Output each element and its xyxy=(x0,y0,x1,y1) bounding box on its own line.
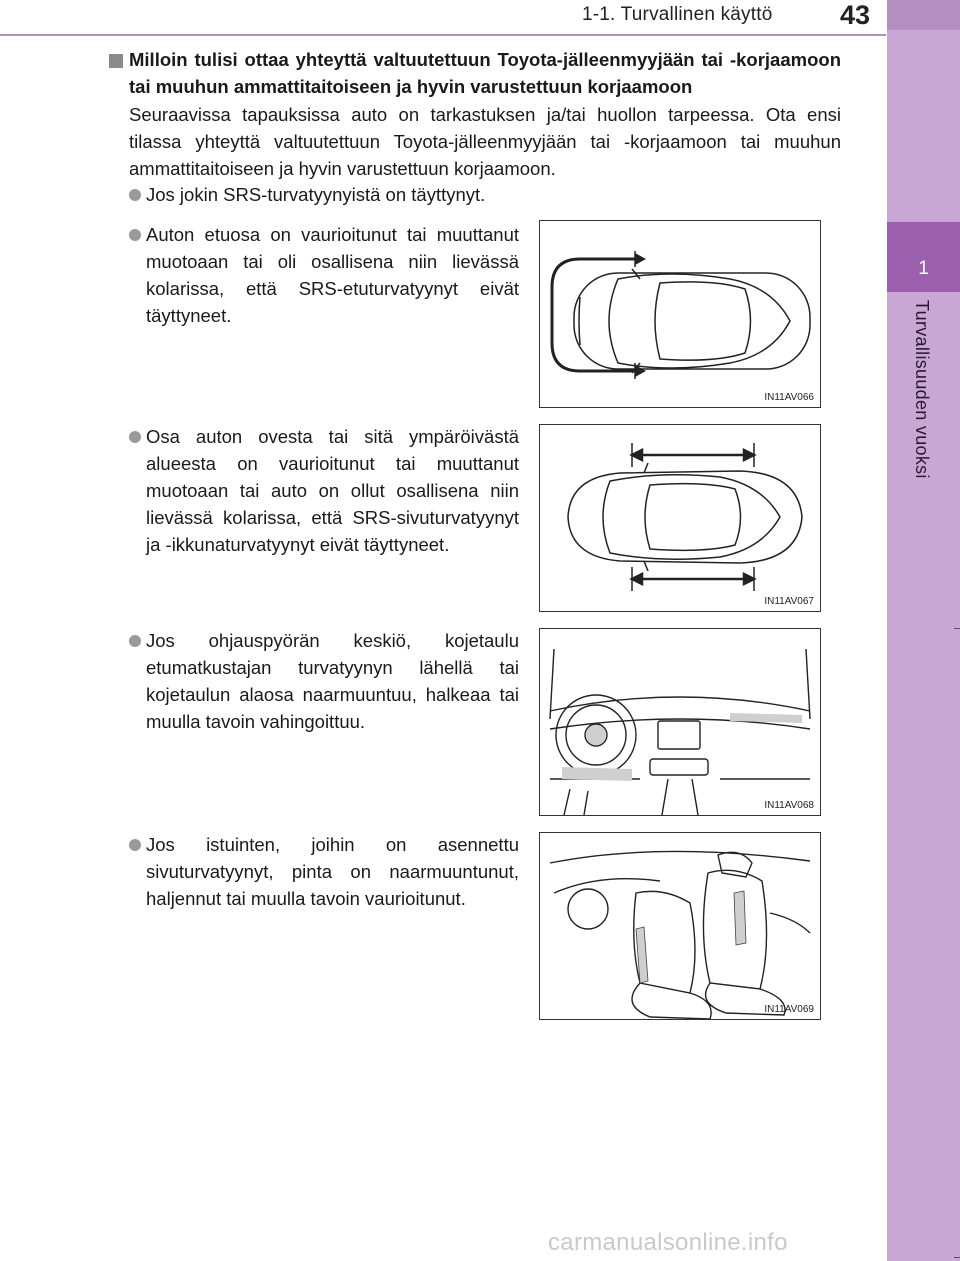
figure-id: IN11AV066 xyxy=(764,392,814,403)
bullet-text: Auton etuosa on vaurioitunut tai muuttanut muotoaan tai oli osallisena niin lievässä kolarissa, että SRS-etuturvatyynyt eivät täyttyneet. xyxy=(146,224,519,326)
page-number: 43 xyxy=(840,0,871,30)
dashboard-illustration xyxy=(540,629,820,815)
section-title: 1-1. Turvallinen käyttö xyxy=(582,4,773,25)
section-heading: Milloin tulisi ottaa yhteyttä valtuutettuun Toyota-jälleenmyyjään tai -korjaamoon tai muuhun ammattitaitoiseen ja hyvin varustettuun korjaamoon xyxy=(129,49,841,97)
car-top-view-front-illustration xyxy=(540,221,820,407)
figure-seats xyxy=(539,832,821,1020)
header-rule xyxy=(0,34,886,36)
bullet-dot-icon xyxy=(129,635,141,647)
bullet-text: Jos istuinten, joihin on asennettu sivuturvatyynyt, pinta on naarmuuntunut, haljennut tai muulla tavoin vaurioitunut. xyxy=(146,834,519,909)
car-top-view-side-illustration xyxy=(540,425,820,611)
bullet-dot-icon xyxy=(129,189,141,201)
chapter-number: 1 xyxy=(918,258,929,279)
heading-square-icon xyxy=(109,54,123,68)
figure-id: IN11AV069 xyxy=(764,1004,814,1015)
intro-paragraph: Seuraavissa tapauksissa auto on tarkastuksen ja/tai huollon tarpeessa. Ota ensi tilassa yhteyttä valtuutettuun Toyota-jälleenmyyjään tai -korjaamoon tai muuhun ammattitaitoiseen ja hyvin varustettuun korjaamoon. xyxy=(129,104,841,179)
watermark-text: carmanualsonline.info xyxy=(548,1229,788,1256)
bullet-text: Jos jokin SRS-turvatyynyistä on täyttynyt. xyxy=(146,184,486,205)
crop-mark xyxy=(954,1257,960,1258)
bullet-dot-icon xyxy=(129,839,141,851)
figure-id: IN11AV067 xyxy=(764,596,814,607)
crop-mark xyxy=(954,628,960,629)
bullet-dot-icon xyxy=(129,431,141,443)
chapter-tab-top xyxy=(887,0,960,30)
figure-id: IN11AV068 xyxy=(764,800,814,811)
bullet-text: Osa auton ovesta tai sitä ympäröivästä alueesta on vaurioitunut tai muuttanut muotoaan tai auto on ollut osallisena niin lievässä kolarissa, että SRS-sivuturvatyynyt ja -ikkunaturvatyynyt eivät täyttyneet. xyxy=(146,426,519,555)
figure-side-damage xyxy=(539,424,821,612)
figure-dashboard xyxy=(539,628,821,816)
chapter-tab-active[interactable] xyxy=(887,222,960,292)
chapter-tab-strip xyxy=(887,0,960,1261)
bullet-dot-icon xyxy=(129,229,141,241)
seats-illustration xyxy=(540,833,820,1019)
bullet-text: Jos ohjauspyörän keskiö, kojetaulu etumatkustajan turvatyynyn lähellä tai kojetaulun alaosa naarmuuntuu, halkeaa tai muulla tavoin vahingoittuu. xyxy=(146,630,519,732)
figure-front-damage xyxy=(539,220,821,408)
chapter-label: Turvallisuuden vuoksi xyxy=(912,300,932,479)
